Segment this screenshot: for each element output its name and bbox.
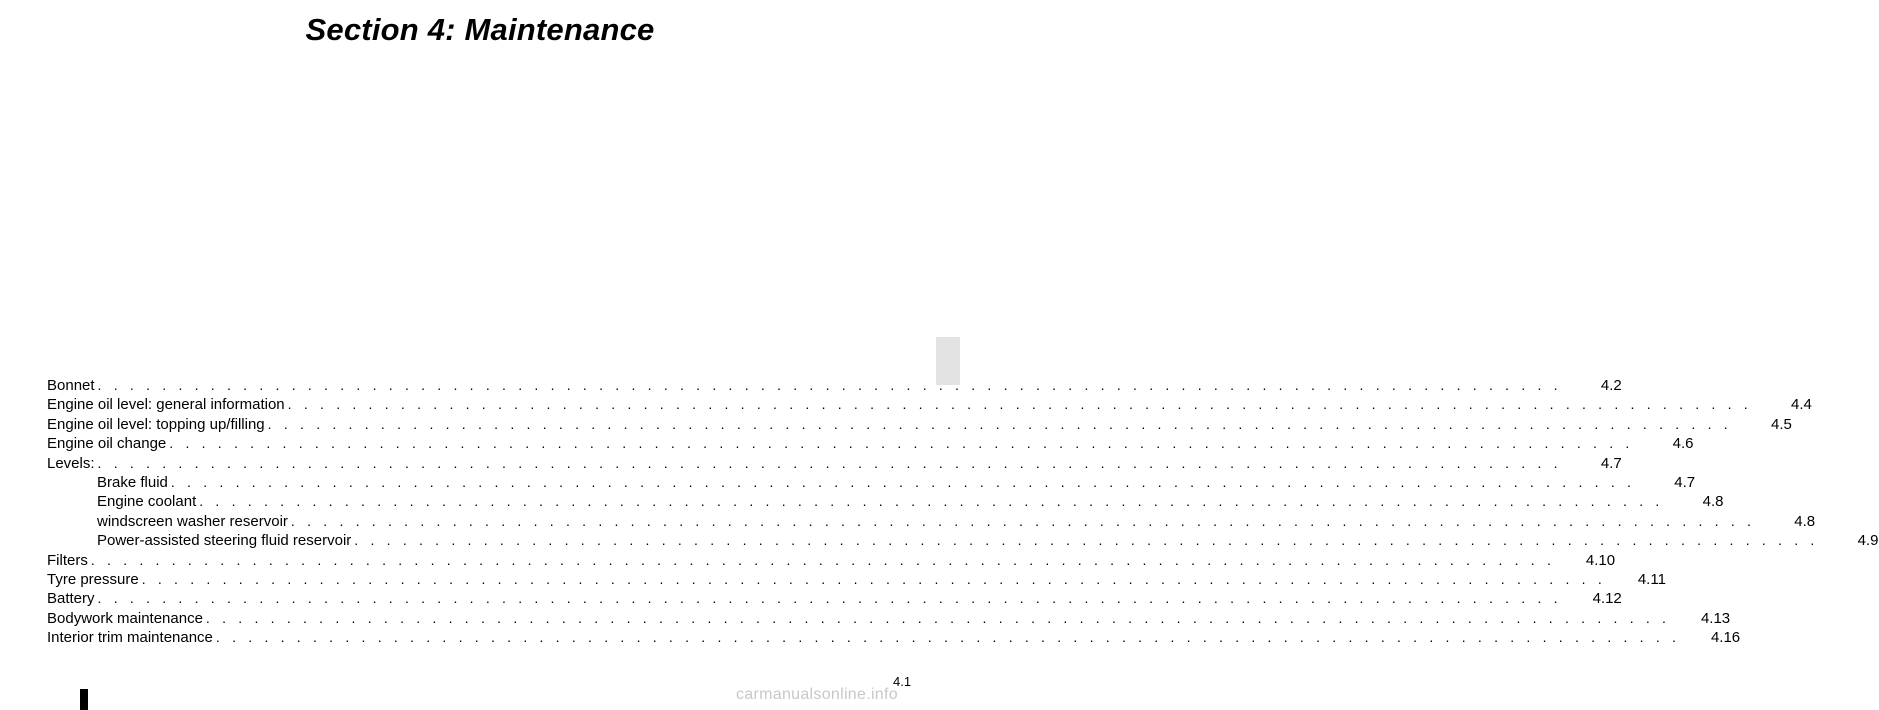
toc-entry-page: 4.8 [1702,493,1724,511]
watermark: carmanualsonline.info [736,686,898,703]
toc-entry-page: 4.10 [1585,551,1616,569]
dot-leader [171,473,1635,492]
corner-bar [80,689,88,710]
toc-entry[interactable] [47,415,1792,434]
toc-entry-label: Engine coolant [97,493,197,511]
dot-leader [268,415,1732,434]
dot-leader [354,531,1818,550]
dot-leader [169,434,1633,453]
toc-entry-page: 4.8 [1794,512,1816,530]
dot-leader [206,609,1670,628]
toc-entry-label: Engine oil level: topping up/filling [47,415,265,433]
toc-entry-label: Brake fluid [97,473,168,491]
toc-subentry[interactable] [47,473,1696,492]
toc-entry-label: Interior trim maintenance [47,629,213,647]
toc-entry[interactable] [47,551,1616,570]
toc-entry-page: 4.11 [1637,570,1666,588]
dot-leader [216,628,1680,647]
toc-entry-page: 4.7 [1600,454,1622,472]
toc-entry-label: Power-assisted steering fluid reservoir [97,532,352,550]
toc-entry[interactable] [47,395,1812,414]
dot-leader [291,512,1755,531]
toc-entry-page: 4.13 [1700,609,1731,627]
dot-leader [98,589,1562,608]
toc-entry[interactable] [47,609,1731,628]
toc-entry-label: Filters [47,551,88,569]
dot-leader [199,492,1663,511]
section-title: Section 4: Maintenance [305,12,655,47]
toc-entry-label: windscreen washer reservoir [97,512,288,530]
toc-entry[interactable] [47,570,1666,589]
toc-entry-page: 4.9 [1857,532,1879,550]
table-of-contents [47,376,1879,647]
dot-leader [98,454,1562,473]
toc-entry-page: 4.7 [1674,473,1696,491]
toc-entry[interactable] [47,376,1622,395]
toc-subentry[interactable] [47,531,1879,550]
page-number: 4.1 [893,674,912,689]
toc-entry-label: Engine oil level: general information [47,396,285,414]
toc-entry-page: 4.6 [1672,435,1694,453]
toc-subentry[interactable] [47,492,1724,511]
dot-leader [142,570,1606,589]
toc-entry-label: Battery [47,590,95,608]
toc-entry-page: 4.16 [1710,629,1741,647]
toc-entry-page: 4.2 [1600,377,1622,394]
toc-entry[interactable] [47,628,1741,647]
toc-subentry[interactable] [47,512,1816,531]
toc-entry[interactable] [47,454,1622,473]
toc-entry[interactable] [47,434,1694,453]
toc-entry-label: Tyre pressure [47,570,139,588]
toc-entry-label: Levels: [47,454,95,472]
toc-entry[interactable] [47,589,1622,608]
toc-entry-page: 4.5 [1771,415,1792,433]
toc-entry-label: Bonnet [47,377,95,394]
toc-entry-label: Engine oil change [47,435,167,453]
toc-entry-page: 4.4 [1791,396,1812,414]
dot-leader [91,551,1555,570]
toc-entry-label: Bodywork maintenance [47,609,203,627]
dot-leader [288,395,1752,414]
dot-leader [98,376,1562,395]
toc-entry-page: 4.12 [1592,590,1622,608]
